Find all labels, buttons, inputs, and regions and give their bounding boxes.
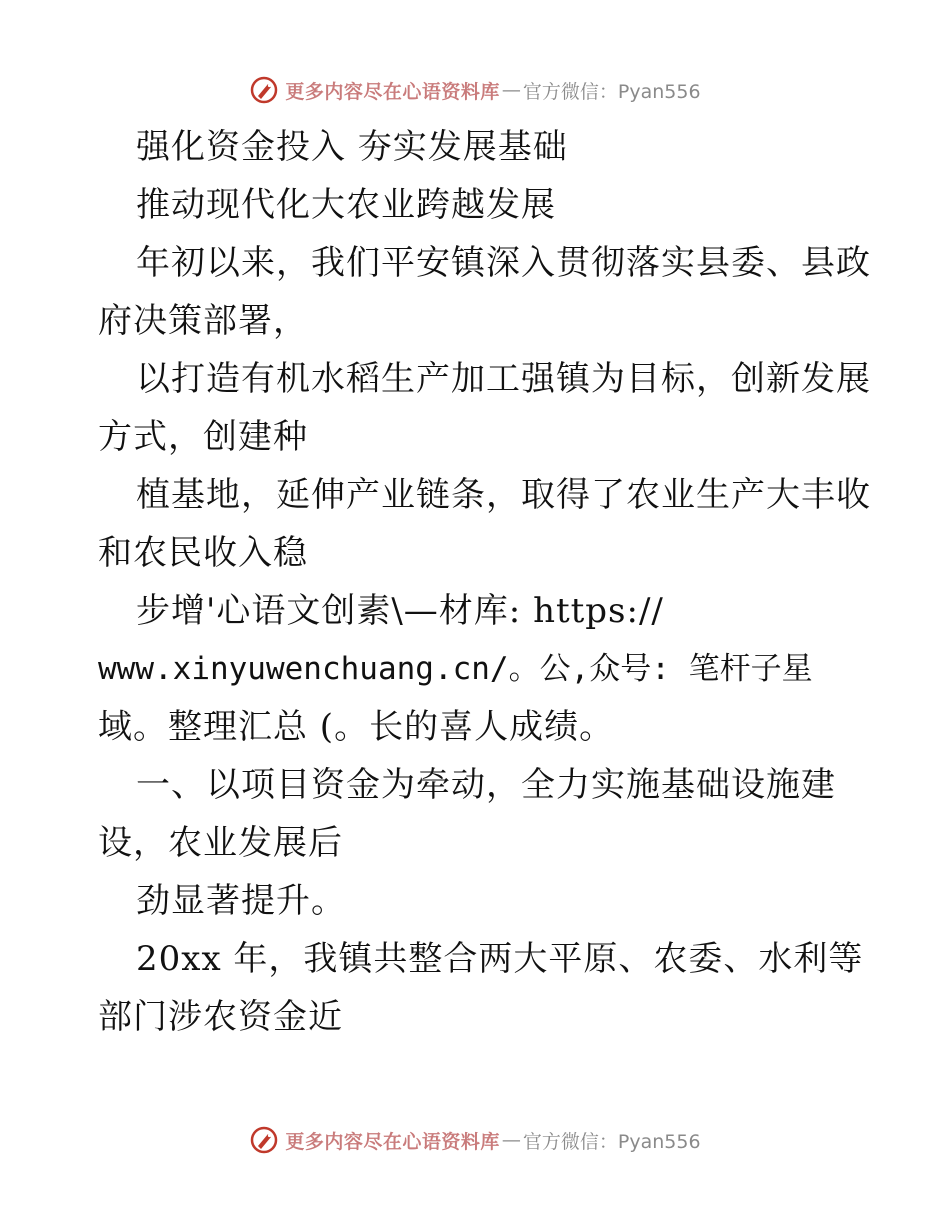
doc-paragraph-line: 年初以来，我们平安镇深入贯彻落实县委、县政 [136,243,871,283]
document-body [98,118,871,1046]
doc-paragraph-line: 20xx 年，我镇共整合两大平原、农委、水利等 [136,939,864,979]
pen-nib-logo-icon [249,1125,279,1155]
doc-section-heading: 一、以项目资金为牵动，全力实施基础设施建 [136,765,836,805]
doc-paragraph-line: 部门涉农资金近 [98,997,343,1037]
doc-url-line: www.xinyuwenchuang.cn/。公,众号: 笔杆子星 [98,651,813,687]
doc-paragraph-line: 以打造有机水稻生产加工强镇为目标，创新发展 [136,359,871,399]
header-contact-text: 官方微信：Pyan556 [522,80,701,103]
pen-nib-logo-icon [249,75,279,105]
doc-paragraph-line: 方式，创建种 [98,417,308,457]
header-dash: — [501,79,521,101]
doc-paragraph-line: 域。整理汇总 (。长的喜人成绩。 [98,707,615,747]
doc-paragraph-line: 劲显著提升。 [136,881,346,921]
doc-paragraph-line: 植基地，延伸产业链条，取得了农业生产大丰收 [136,475,871,515]
footer-dash: — [501,1129,521,1151]
footer-contact-text: 官方微信：Pyan556 [522,1130,701,1153]
doc-paragraph-line: 步增'心语文创素\—材库: https:// [136,591,664,631]
footer-banner [0,1120,950,1160]
doc-paragraph-line: 府决策部署， [98,301,308,341]
header-site-text: 更多内容尽在心语资料库 [285,80,500,103]
doc-title-line-2: 推动现代化大农业跨越发展 [136,185,556,225]
header-banner [0,70,950,110]
footer-site-text: 更多内容尽在心语资料库 [285,1130,500,1153]
doc-paragraph-line: 设，农业发展后 [98,823,343,863]
doc-paragraph-line: 和农民收入稳 [98,533,308,573]
doc-title-line-1: 强化资金投入 夯实发展基础 [136,127,568,167]
